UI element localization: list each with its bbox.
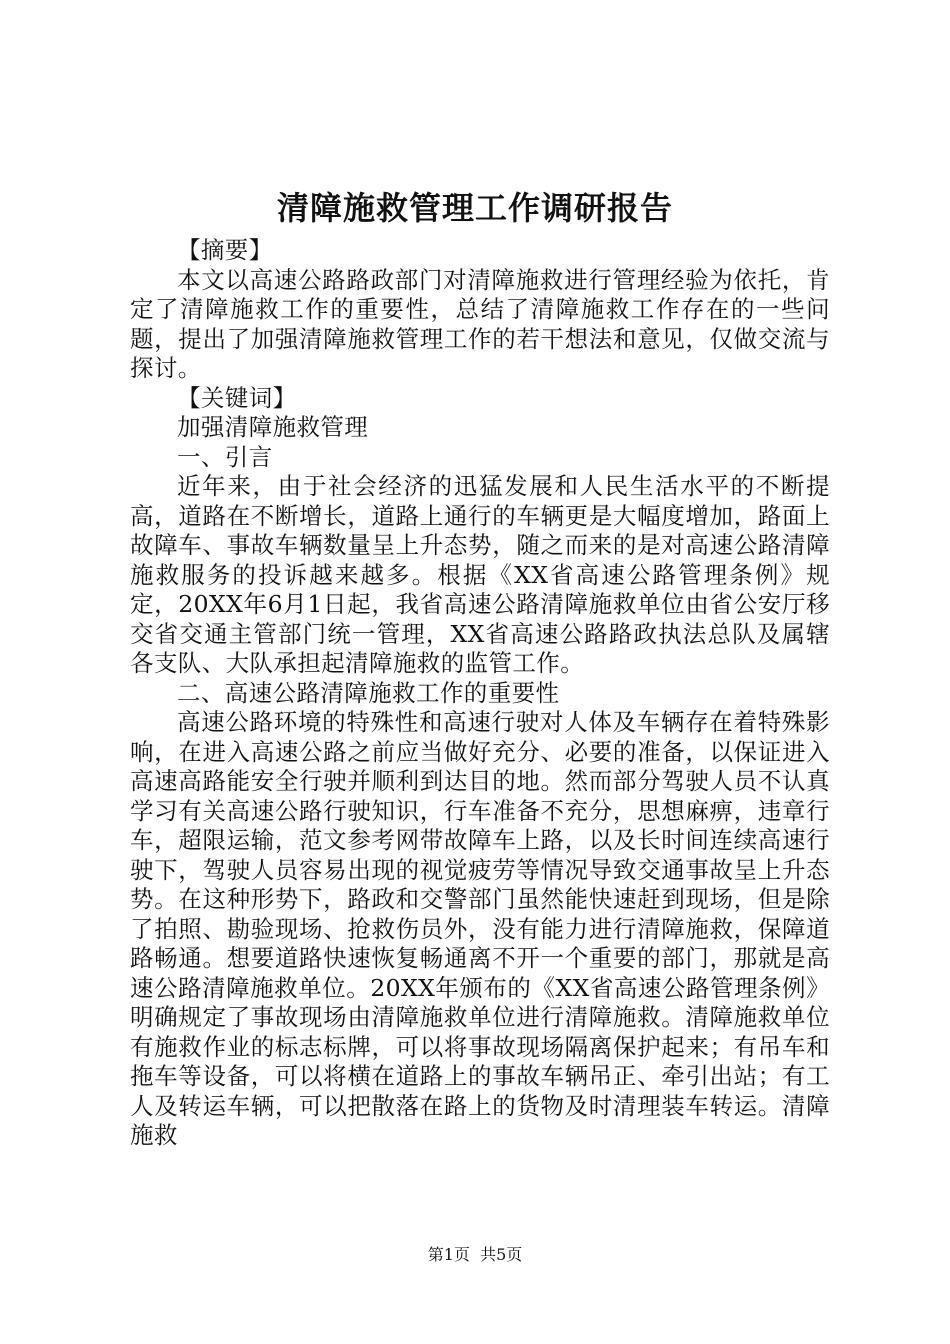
abstract-heading: 【摘要】 xyxy=(177,236,273,264)
section-heading-importance: 二、高速公路清障施救工作的重要性 xyxy=(177,678,560,707)
page-number: 第1页 xyxy=(427,1245,470,1264)
importance-paragraph: 高速公路环境的特殊性和高速行驶对人体及车辆存在着特殊影响，在进入高速公路之前应当做好充分、必要的准备，以保证进入高速高路能安全行驶并顺利到达目的地。然而部分驾驶人员不认真学习有关高速公路行驶知识，行车准备不充分，思想麻痹，违章行车，超限运输，范文参考网带故障车上路，以及长时间连续高速行驶下，驾驶人员容易出现的视觉疲劳等情况导致交通事故呈上升态势。在这种形势下，路政和交警部门虽然能快速赶到现场，但是除了拍照、勘验现场、抢救伤员外，没有能力进行清障施救，保障道路畅通。想要道路快速恢复畅通离不开一个重要的部门，那就是高速公路清障施救单位。20XX年颁布的《XX省高速公路管理条例》明确规定了事故现场由清障施救单位进行清障施救。清障施救单位有施救作业的标志标牌，可以将事故现场隔离保护起来；有吊车和拖车等设备，可以将横在道路上的事故车辆吊正、牵引出站；有工人及转运车辆，可以把散落在路上的货物及时清理装车转运。清障施救 xyxy=(130,708,830,1149)
section-heading-introduction: 一、引言 xyxy=(177,442,273,471)
page-footer xyxy=(0,1244,950,1266)
keywords-heading: 【关键词】 xyxy=(177,383,297,412)
introduction-paragraph: 近年来，由于社会经济的迅猛发展和人民生活水平的不断提高，道路在不断增长，道路上通行的车辆更是大幅度增加，路面上故障车、事故车辆数量呈上升态势，随之而来的是对高速公路清障施救服务的投诉越来越多。根据《XX省高速公路管理条例》规定，20XX年6月1日起，我省高速公路清障施救单位由省公安厅移交省交通主管部门统一管理，XX省高速公路路政执法总队及属辖各支队、大队承担起清障施救的监管工作。 xyxy=(130,472,830,677)
keywords-paragraph: 加强清障施救管理 xyxy=(177,413,369,441)
document-body xyxy=(130,236,830,1151)
page-total: 共5页 xyxy=(480,1245,523,1264)
document-title: 清障施救管理工作调研报告 xyxy=(276,189,673,227)
abstract-paragraph: 本文以高速公路路政部门对清障施救进行管理经验为依托，肯定了清障施救工作的重要性，总结了清障施救工作存在的一些问题，提出了加强清障施救管理工作的若干想法和意见，仅做交流与探讨。 xyxy=(130,265,830,382)
